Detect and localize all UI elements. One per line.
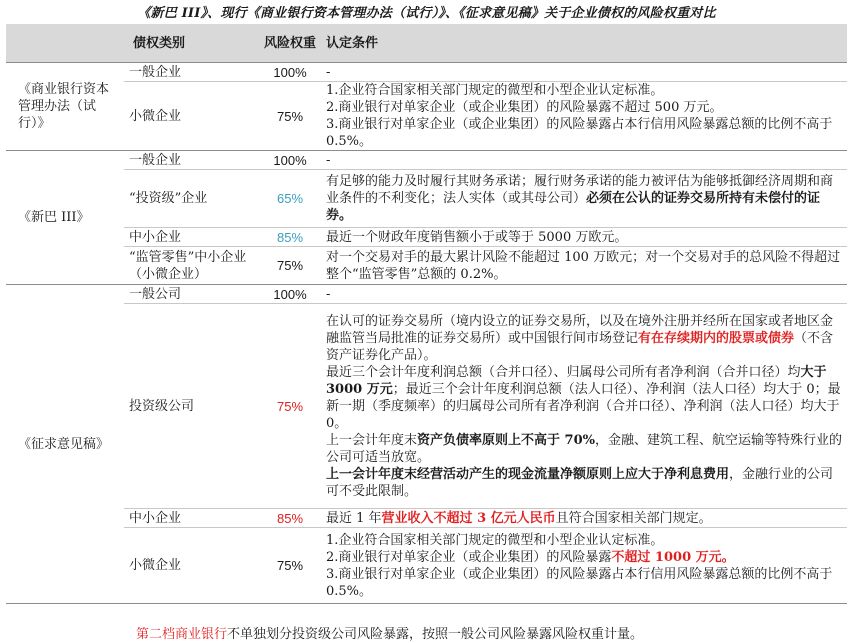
risk-cell: 85% xyxy=(260,509,320,528)
condition-line: 1.企业符合国家相关部门规定的微型和小型企业认定标准。 xyxy=(326,83,664,98)
condition-line: 2.商业银行对单家企业（或企业集团）的风险暴露不超过 500 万元。 xyxy=(326,100,723,115)
header-condition xyxy=(320,24,847,63)
risk-cell: 75% xyxy=(260,82,320,151)
risk-cell: 75% xyxy=(260,247,320,285)
condition-line: 1.企业符合国家相关部门规定的微型和小型企业认定标准。 xyxy=(326,532,664,548)
table-row xyxy=(6,304,847,509)
group-label: 《新巴 III》 xyxy=(6,151,124,285)
condition-text: 在认可的证券交易所（境内设立的证券交易所，以及在境外注册并经所在国家或者地区金融监管当局批准的证券交易所）或中国银行间市场登记 xyxy=(326,313,834,346)
condition-cell xyxy=(320,170,847,228)
group-label: 《商业银行资本管理办法（试行）》 xyxy=(6,63,124,151)
category-cell xyxy=(124,63,260,82)
category-cell: “监管零售”中小企业（小微企业） xyxy=(124,247,260,285)
condition-text: ，金融行业的公司可不受此限制。 xyxy=(326,466,834,499)
footnote-highlight: 第二档商业银行 xyxy=(136,627,228,642)
category-cell: 中小企业 xyxy=(124,509,260,528)
page-title: 《新巴 III》、现行《商业银行资本管理办法（试行）》、《征求意见稿》关于企业债权的风险权重对比 xyxy=(137,6,716,21)
condition-line: 3.商业银行对单家企业（或企业集团）的风险暴露占本行信用风险暴露总额的比例不高于 0.5%。 xyxy=(326,117,833,149)
risk-weight-table xyxy=(6,24,847,604)
condition-line: 3.商业银行对单家企业（或企业集团）的风险暴露占本行信用风险暴露总额的比例不高于 0.5%。 xyxy=(326,566,833,599)
footnote xyxy=(136,623,643,642)
condition-bold-text: 上一会计年度末经营活动产生的现金流量净额原则上应大于净利息费用 xyxy=(326,466,730,482)
risk-cell: 75% xyxy=(260,528,320,604)
condition-highlight: 有在存续期内的股票或债券 xyxy=(638,330,795,346)
risk-cell: 85% xyxy=(260,228,320,247)
risk-cell: 100% xyxy=(260,151,320,170)
group-label: 《征求意见稿》 xyxy=(6,285,124,604)
category-cell: 一般企业 xyxy=(124,151,260,170)
condition-text: 2.商业银行对单家企业（或企业集团）的风险暴露 xyxy=(326,549,612,565)
condition-highlight: 营业收入不超过 3 亿元人民币 xyxy=(381,510,556,526)
category-label: 一般企业 xyxy=(129,64,182,80)
condition-cell: - xyxy=(320,151,847,170)
category-cell: 投资级公司 xyxy=(124,304,260,509)
condition-paragraph xyxy=(326,313,844,364)
condition-text: 最近 1 年 xyxy=(326,510,382,526)
condition-text: 上一会计年度末 xyxy=(326,432,418,448)
condition-bold-text: 大于 3000 万元 xyxy=(326,364,827,397)
table-row xyxy=(6,247,847,285)
condition-bold-text: 必须在公认的证券交易所持有未偿付的证券。 xyxy=(326,191,821,223)
table-row xyxy=(6,509,847,528)
condition-text: 且符合国家相关部门规定。 xyxy=(555,510,712,526)
category-cell: 中小企业 xyxy=(124,228,260,247)
condition-text: （不含资产证券化产品）。 xyxy=(326,330,834,363)
header-category-label: 债权类别 xyxy=(133,35,186,51)
risk-cell: 100% xyxy=(260,285,320,304)
condition-bold-text: 资产负债率原则上不高于 70% xyxy=(417,432,595,448)
header-condition-label: 认定条件 xyxy=(326,35,379,51)
category-cell: 小微企业 xyxy=(124,82,260,151)
footnote-text: 不单独划分投资级公司风险暴露，按照一般公司风险暴露风险权重计量。 xyxy=(227,627,644,642)
header-category xyxy=(124,24,260,63)
condition-paragraph xyxy=(326,432,844,466)
table-row xyxy=(6,82,847,151)
condition-text: ，金融、建筑工程、航空运输等特殊行业的公司可适当放宽。 xyxy=(326,432,843,465)
condition-text: 有足够的能力及时履行其财务承诺；履行财务承诺的能力被评估为能够抵御经济周期和商业条件的不利变化；法人实体（或其母公司） xyxy=(326,174,834,206)
risk-cell: 65% xyxy=(260,170,320,228)
condition-paragraph xyxy=(326,364,844,432)
category-cell: 一般公司 xyxy=(124,285,260,304)
condition-cell: 最近一个财政年度销售额小于或等于 5000 万欧元。 xyxy=(320,228,847,247)
risk-cell: 100% xyxy=(260,63,320,82)
table-header-row xyxy=(6,24,847,63)
condition-line xyxy=(326,549,844,566)
table-row xyxy=(6,151,847,170)
header-empty xyxy=(6,24,124,63)
table-row xyxy=(6,285,847,304)
condition-text: ；最近三个会计年度利润总额（法人口径）、净利润（法人口径）均大于 0；最新一期（季度频率）的归属母公司所有者净利润（合并口径）、净利润（法人口径）均大于 0。 xyxy=(326,381,841,431)
condition-cell xyxy=(320,528,847,604)
condition-cell xyxy=(320,509,847,528)
table-row xyxy=(6,170,847,228)
table-row xyxy=(6,228,847,247)
table-row xyxy=(6,528,847,604)
condition-cell: - xyxy=(320,285,847,304)
condition-cell: - xyxy=(320,63,847,82)
header-risk: 风险权重 xyxy=(260,24,320,63)
condition-paragraph xyxy=(326,466,844,500)
condition-text: 最近三个会计年度利润总额（合并口径）、归属母公司所有者净利润（合并口径）均 xyxy=(326,364,801,380)
condition-highlight: 不超过 1000 万元。 xyxy=(611,549,735,565)
table-row xyxy=(6,63,847,82)
category-cell: 小微企业 xyxy=(124,528,260,604)
condition-cell xyxy=(320,82,847,151)
category-cell: “投资级”企业 xyxy=(124,170,260,228)
condition-cell xyxy=(320,304,847,509)
condition-cell: 对一个交易对手的最大累计风险不能超过 100 万欧元；对一个交易对手的总风险不得超过整个“监管零售”总额的 0.2%。 xyxy=(320,247,847,285)
risk-cell: 75% xyxy=(260,304,320,509)
